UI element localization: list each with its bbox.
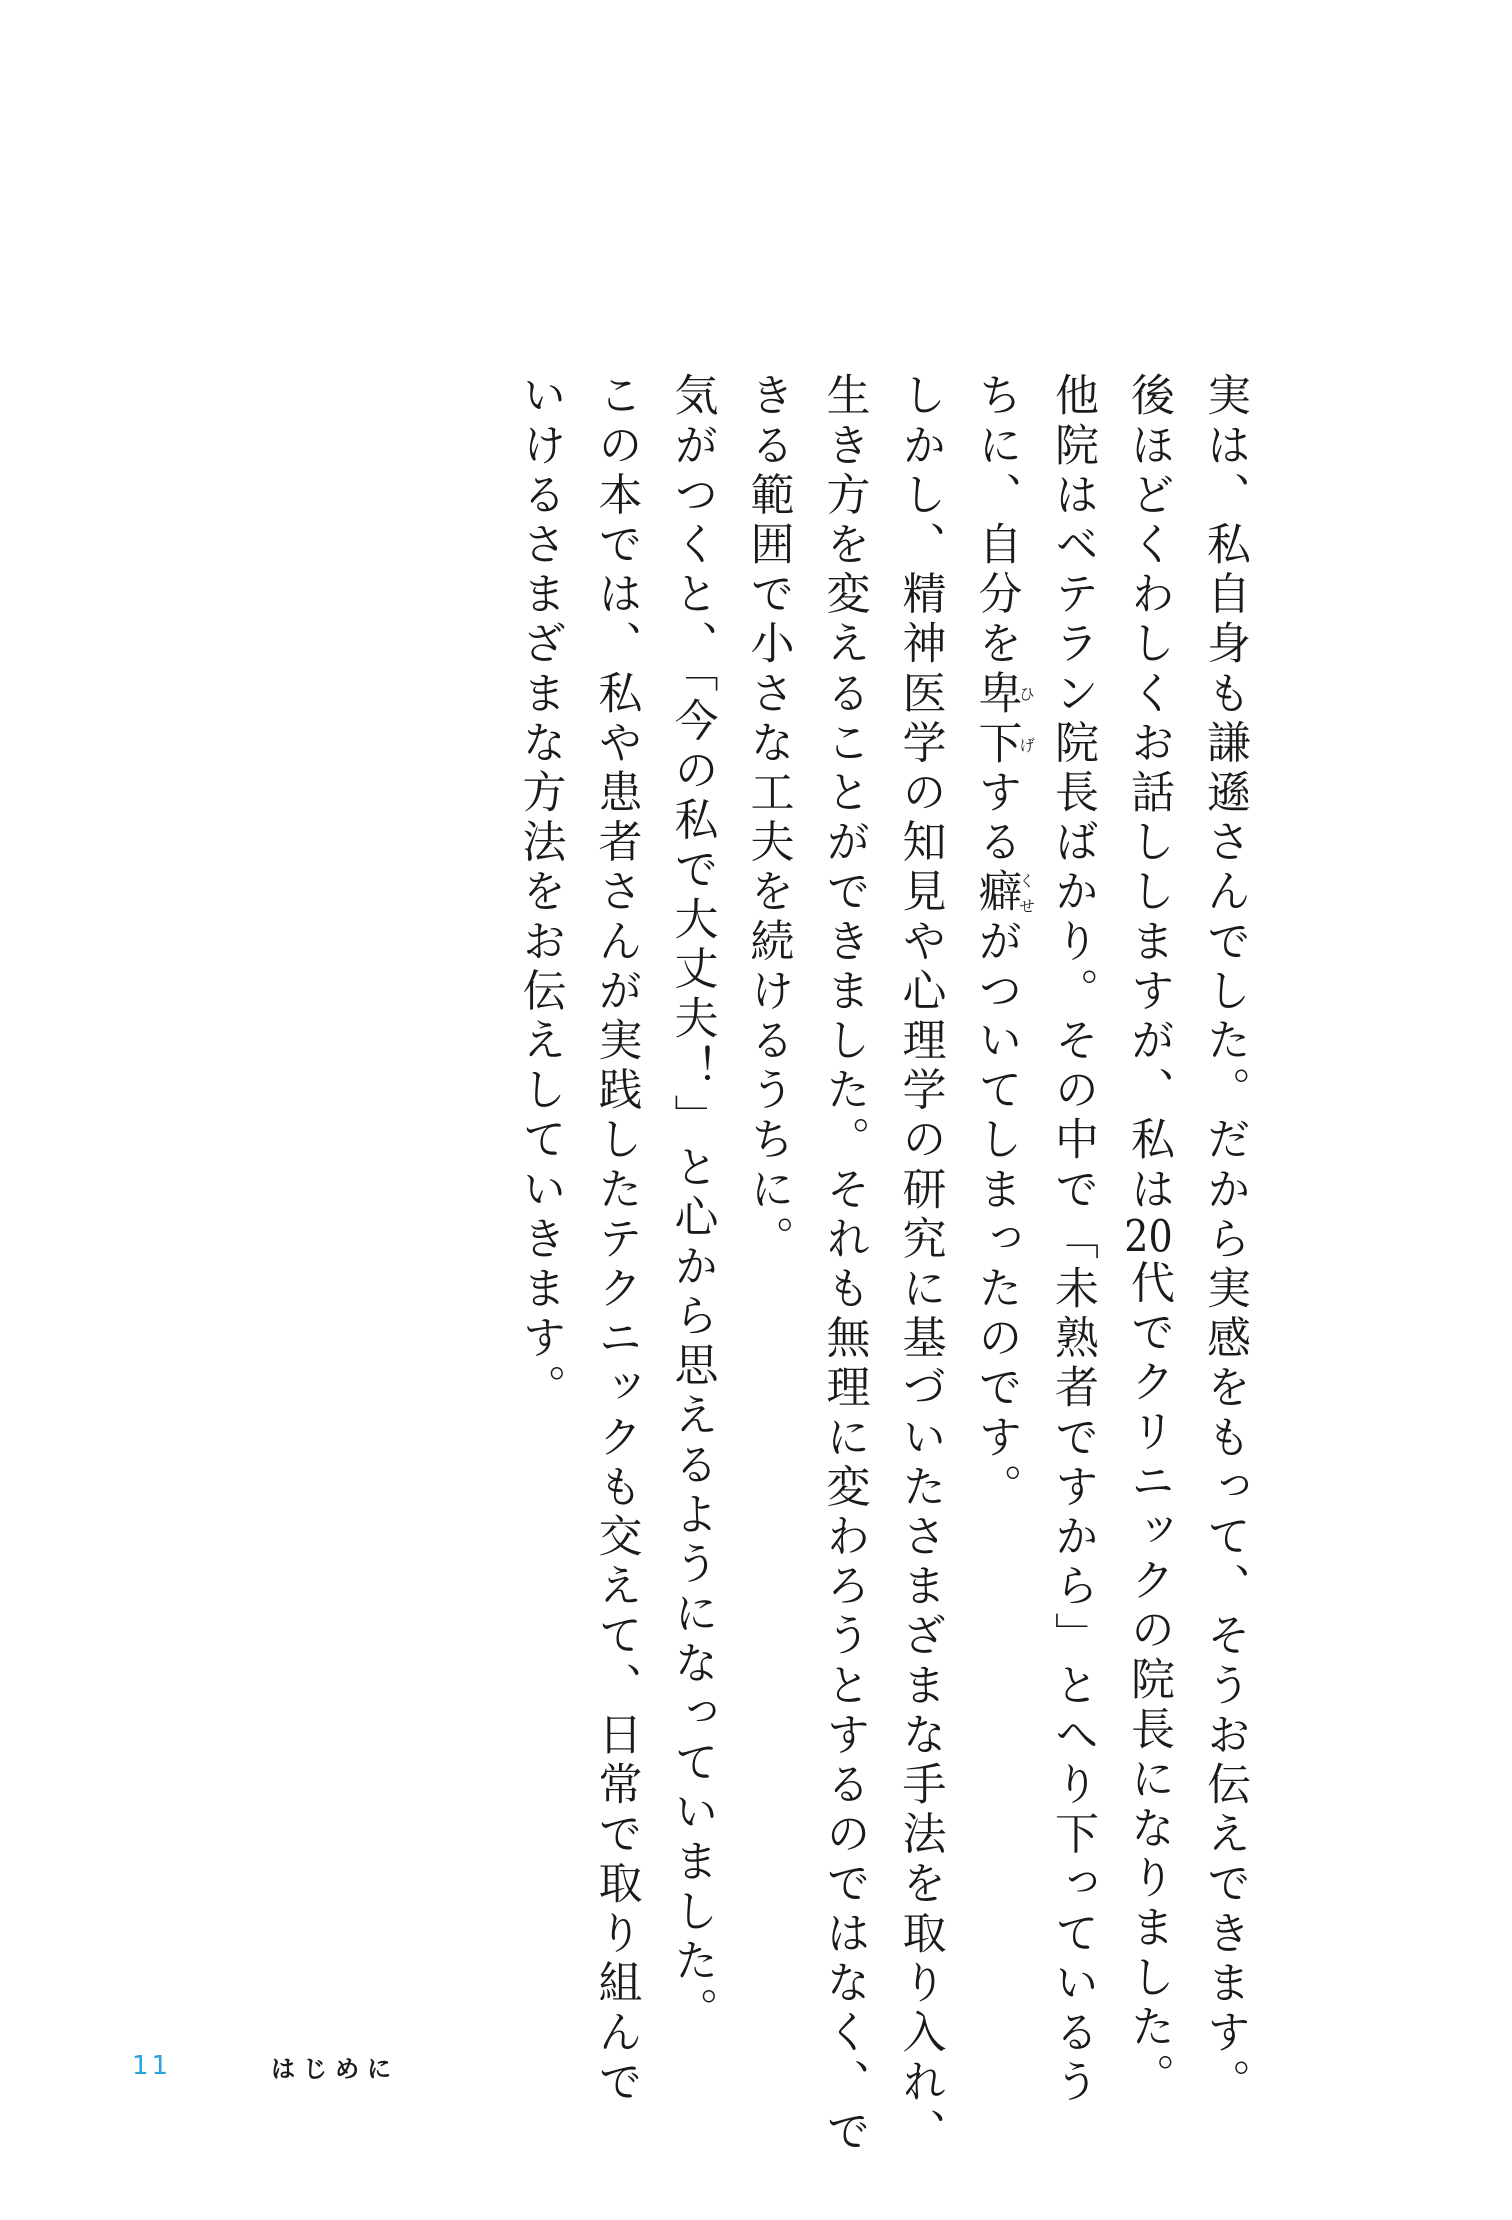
text-line: この本では、私や患者さんが実践したテクニックも交えて、日常で取り組んで: [590, 372, 642, 2108]
ruby-base: 卑下: [970, 669, 1022, 769]
text-line: [958, 372, 1035, 1852]
text-line: 気がつくと、「今の私で大丈夫！」と心から思えるようになっていました。: [666, 372, 718, 2037]
text-segment: 後ほどくわしくお話ししますが、私は: [1123, 372, 1174, 1216]
text-line: しかし、精神医学の知見や心理学の研究に基づいたさまざまな手法を取り入れ、: [894, 372, 946, 2158]
paragraph-4: [502, 372, 654, 2108]
body-text: [502, 372, 1263, 2158]
ruby-hige: [970, 669, 1036, 769]
running-header-title: はじめに: [271, 2054, 400, 2083]
text-line: 他院はベテラン院長ばかり。その中で「未熟者ですから」とへり下っているう: [1047, 372, 1098, 2108]
paragraph-2: [730, 372, 958, 2158]
paragraph-1: [958, 372, 1263, 2108]
ruby-kuse: [970, 868, 1036, 918]
text-line: 実は、私自身も謙遜さんでした。だから実感をもって、そうお伝えできます。: [1199, 372, 1250, 2108]
text-line: いけるさまざまな方法をお伝えしていきます。: [514, 372, 566, 1414]
text-line: きる範囲で小さな工夫を続けるうちに。: [742, 372, 794, 1265]
page-number: 11: [132, 2051, 172, 2081]
text-segment: する: [970, 768, 1022, 869]
page-footer: [132, 2048, 399, 2084]
ruby-reading: ひげ: [1016, 669, 1036, 769]
number-20: 20: [1124, 1215, 1173, 1260]
text-line: 生き方を変えることができました。それも無理に変わろうとするのではなく、で: [818, 372, 870, 2158]
text-segment: 代でクリニックの院長になりました。: [1123, 1259, 1174, 2103]
ruby-base: 癖: [970, 868, 1022, 918]
text-segment: ちに、自分を: [970, 372, 1022, 670]
text-segment: がついてしまったのです。: [970, 917, 1022, 1513]
paragraph-3: [654, 372, 730, 2037]
ruby-reading: くせ: [1016, 868, 1036, 918]
text-line: [1110, 372, 1186, 2103]
